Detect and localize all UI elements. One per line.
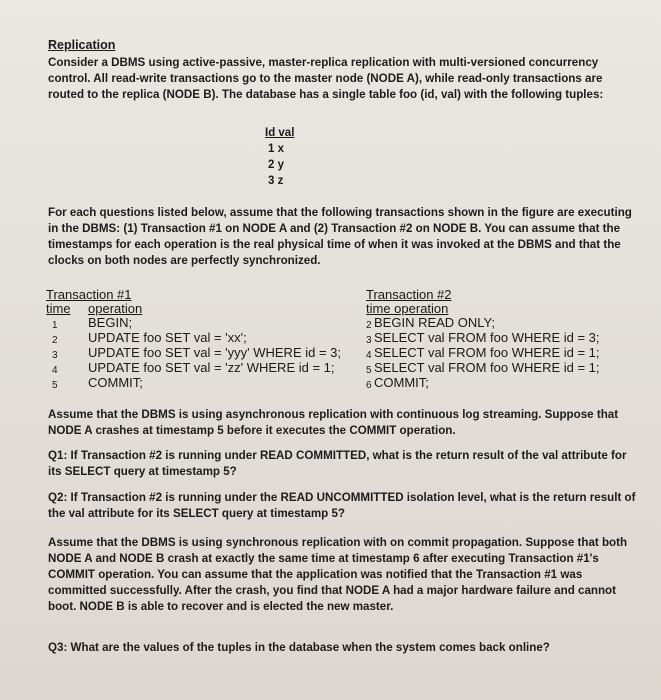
tx2-operation: SELECT val FROM foo WHERE id = 1;: [374, 360, 600, 375]
tx1-operation: COMMIT;: [88, 375, 143, 390]
table-row: 2 y: [268, 159, 284, 171]
section-title: Replication: [48, 38, 116, 52]
tx2-time: 3: [366, 335, 372, 346]
question-1: Q1: If Transaction #2 is running under READ COMMITTED, what is the return result of the val attribute for its SELECT query at timestamp 5?: [48, 449, 627, 478]
question-2: Q2: If Transaction #2 is running under the READ UNCOMMITTED isolation level, what is the return result of the val attribute for its SELECT query at timestamp 5?: [48, 491, 636, 520]
tx1-title: Transaction #1: [46, 287, 132, 302]
tx2-operation: COMMIT;: [374, 375, 429, 390]
tx2-operation: SELECT val FROM foo WHERE id = 3;: [374, 330, 600, 345]
tx1-time: 3: [52, 350, 58, 361]
setup-paragraph: For each questions listed below, assume that the following transactions shown in the figure are executing in the DBMS: (1) Transaction #1 on NODE A and (2) Transaction #2 on NODE B. You can assume that the timestamps for each operation is the real physical time of when it was invoked at the DBMS and that the clocks on both nodes are perfectly synchronized.: [48, 206, 632, 267]
tx1-operation: UPDATE foo SET val = 'zz' WHERE id = 1;: [88, 360, 335, 375]
tx2-time: 5: [366, 365, 372, 376]
tx2-operation: BEGIN READ ONLY;: [374, 315, 495, 330]
tx2-title: Transaction #2: [366, 287, 452, 302]
tx1-operation: UPDATE foo SET val = 'xx';: [88, 330, 247, 345]
tx2-operation: SELECT val FROM foo WHERE id = 1;: [374, 345, 600, 360]
tx1-operation: BEGIN;: [88, 315, 133, 330]
tx1-col-time: time: [46, 301, 71, 316]
tx2-time: 6: [366, 380, 372, 391]
table-row: 1 x: [268, 143, 284, 155]
table-header: Id val: [265, 127, 295, 139]
sync-assumption: Assume that the DBMS is using synchronous replication with on commit propagation. Suppose that both NODE A and NODE B crash at exactly the same time at timestamp 6 after executing Transaction #1's COMMIT operation. You can assume that the application was notified that the Transaction #1 was committed successfully. After the crash, you find that NODE A had a major hardware failure and cannot boot. NODE B is able to recover and is elected the new master.: [48, 536, 628, 613]
tx2-col-header: time operation: [366, 301, 449, 316]
tx1-time: 2: [52, 335, 58, 346]
tx2-time: 2: [366, 320, 372, 331]
tx1-time: 1: [52, 320, 58, 331]
tx1-time: 4: [52, 365, 58, 376]
tx1-time: 5: [52, 380, 58, 391]
table-row: 3 z: [268, 175, 284, 187]
tx1-col-operation: operation: [88, 301, 143, 316]
question-3: Q3: What are the values of the tuples in the database when the system comes back online?: [48, 641, 550, 654]
intro-paragraph: Consider a DBMS using active-passive, master-replica replication with multi-versioned concurrency control. All read-write transactions go to the master node (NODE A), while read-only transactions are routed to the replica (NODE B). The database has a single table foo (id, val) with the following tuples:: [48, 56, 604, 101]
tx1-operation: UPDATE foo SET val = 'yyy' WHERE id = 3;: [88, 345, 342, 360]
tx2-time: 4: [366, 350, 372, 361]
async-assumption: Assume that the DBMS is using asynchronous replication with continuous log streaming. Suppose that NODE A crashes at timestamp 5 before it executes the COMMIT operation.: [48, 408, 619, 437]
